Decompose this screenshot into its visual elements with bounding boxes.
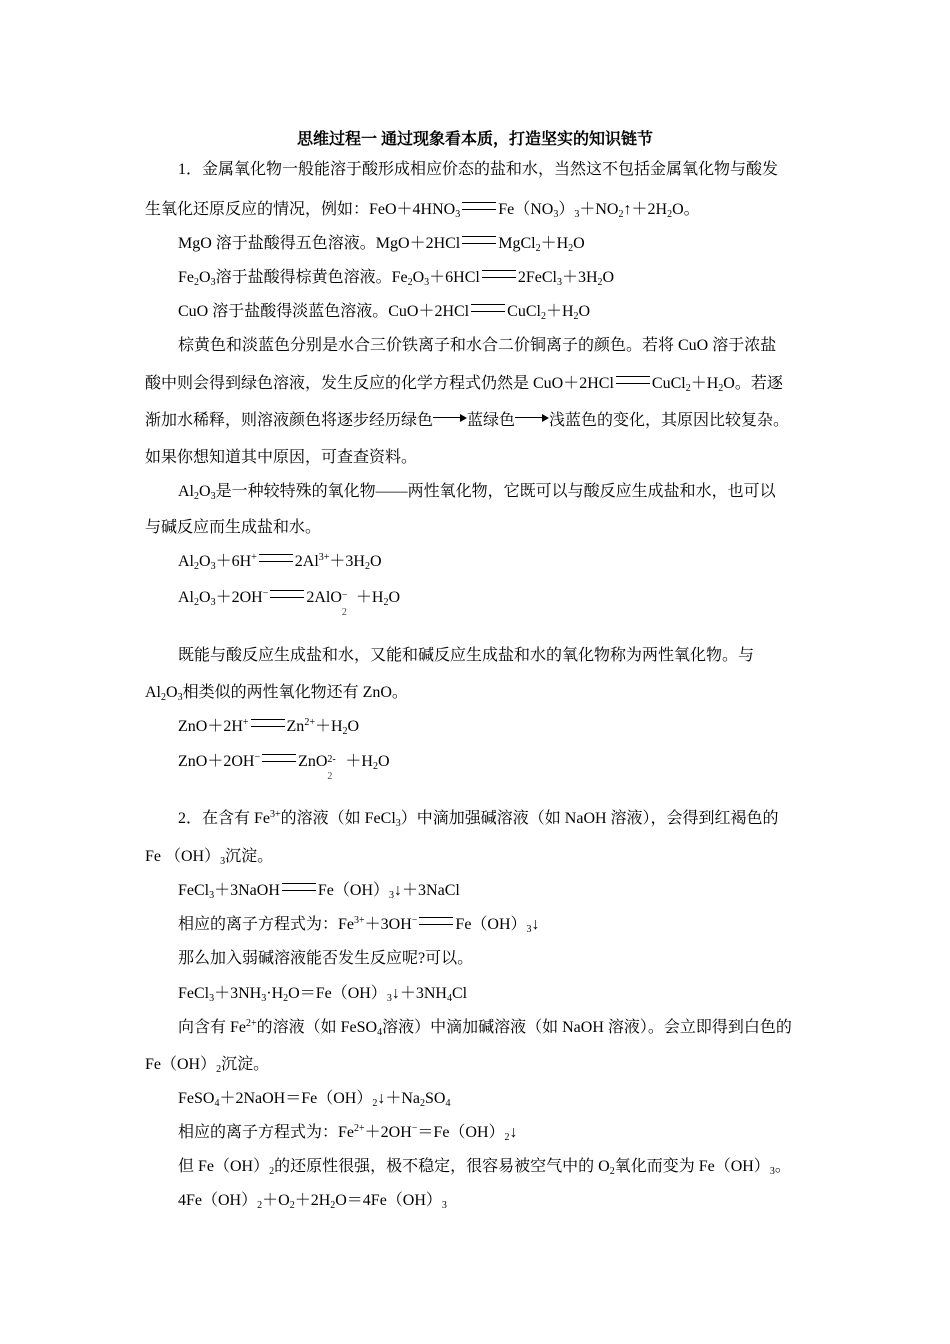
text: 棕黄色和淡蓝色分别是水合三价铁离子和水合二价铜离子的颜色。若将 CuO 溶于浓盐 <box>178 337 777 354</box>
subscript: 3 <box>209 993 215 1004</box>
subscript: 2 <box>289 1200 295 1211</box>
para5-line2 <box>145 847 273 867</box>
arrow-right-icon <box>515 413 549 423</box>
text: Fe（OH） <box>455 916 527 933</box>
subscript: 3 <box>556 277 562 288</box>
subscript: 2 <box>372 1098 378 1109</box>
text: FeSO <box>178 1090 215 1107</box>
subscript: 3 <box>220 856 226 867</box>
text: ＋NO <box>579 201 619 218</box>
al2o3-base-equation <box>178 588 401 618</box>
text: O <box>347 718 360 735</box>
subscript: 3 <box>395 818 401 829</box>
text: 2．在含有 Fe <box>178 810 271 827</box>
subscript: 2 <box>420 1098 426 1109</box>
superscript: 2+ <box>304 717 315 728</box>
subscript: 2 <box>194 561 199 572</box>
superscript: + <box>242 717 249 728</box>
text: 相应的离子方程式为：Fe <box>178 916 355 933</box>
para7-line <box>178 1157 791 1177</box>
text: O <box>166 684 178 701</box>
text: ＋H <box>540 235 569 252</box>
text: Zn <box>286 718 305 735</box>
subscript: 4 <box>377 1027 383 1038</box>
text: ＝Fe（OH） <box>417 1124 505 1141</box>
arrow-right-icon <box>433 413 467 423</box>
text: ↓＋3NH <box>391 985 447 1002</box>
equals-sign <box>462 236 496 244</box>
superscript: 3+ <box>270 809 281 820</box>
text: 相应的离子方程式为：Fe <box>178 1124 355 1141</box>
text: ↓＋Na <box>377 1090 421 1107</box>
text: ＋3NaOH <box>214 882 280 899</box>
text: 渐加水稀释，则溶液颜色将逐步经历绿色 <box>145 412 434 429</box>
superscript: 2+ <box>354 1123 365 1134</box>
text: Fe（OH） <box>317 882 390 899</box>
al2o3-acid-equation <box>178 552 382 572</box>
equals-sign <box>282 883 316 891</box>
subscript: 3 <box>210 597 216 608</box>
subscript: 2 <box>330 1200 336 1211</box>
text: O＝Fe（OH） <box>288 985 387 1002</box>
text: O <box>199 269 211 286</box>
text: ＋2H <box>294 1192 331 1209</box>
text: 但 Fe（OH） <box>178 1158 270 1175</box>
subscript: 3 <box>210 491 216 502</box>
text: ＋H <box>355 589 384 606</box>
text: 是一种较特殊的氧化物——两性氧化物，它既可以与酸反应生成盐和水，也可以 <box>215 483 776 500</box>
text: O <box>388 589 401 606</box>
text: O＝4Fe（OH） <box>335 1192 442 1209</box>
text: O <box>199 553 211 570</box>
para2-line3 <box>145 411 789 431</box>
subscript: 3 <box>455 209 461 220</box>
subscript: 2 <box>327 771 333 782</box>
superscript: 2- <box>327 754 336 765</box>
text: 2FeCl <box>517 269 557 286</box>
text: 如果你想知道其中原因，可查查资料。 <box>145 449 418 466</box>
subscript: 2 <box>535 243 541 254</box>
text: 溶液）中滴加碱溶液（如 NaOH 溶液）。会立即得到白色的 <box>382 1019 792 1036</box>
text: 的溶液（如 FeSO <box>256 1019 378 1036</box>
para6-line2 <box>145 1055 269 1075</box>
text: Fe （OH） <box>145 848 221 865</box>
subscript: 3 <box>261 993 267 1004</box>
text: ＋H <box>345 753 373 770</box>
para2-line4 <box>145 448 417 468</box>
subscript: 2 <box>161 692 166 703</box>
text: O <box>369 553 382 570</box>
superscript: 2+ <box>246 1018 257 1029</box>
para3-line2 <box>145 518 321 538</box>
para1-line2 <box>145 200 700 220</box>
text: 。 <box>774 1158 791 1175</box>
text: ＋3H <box>329 553 365 570</box>
fe2o3-line <box>178 268 614 288</box>
text: SO <box>425 1090 446 1107</box>
text: 1．金属氧化物一般能溶于酸形成相应价态的盐和水，当然这不包括金属氧化物与酸发 <box>178 161 779 178</box>
text: ＋3NH <box>214 985 262 1002</box>
subscript: 3 <box>769 1166 775 1177</box>
subscript: 2 <box>269 1166 275 1177</box>
subscript: 3 <box>574 209 580 220</box>
para1-line1 <box>178 160 778 180</box>
equals-sign <box>419 917 453 925</box>
superscript: − <box>254 752 261 763</box>
fe3-ion-equation <box>178 915 540 935</box>
subscript: 3 <box>209 890 215 901</box>
zno-acid-equation <box>178 717 359 737</box>
text: ＋O <box>262 1192 290 1209</box>
text: 的还原性很强，极不稳定，很容易被空气中的 O <box>274 1158 610 1175</box>
text: CuCl <box>651 375 686 392</box>
text: ＋H <box>545 303 574 320</box>
subscript: 3 <box>553 209 559 220</box>
text: 既能与酸反应生成盐和水，又能和碱反应生成盐和水的氧化物称为两性氧化物。与 <box>178 647 755 664</box>
text: Al <box>178 553 194 570</box>
subscript: 2 <box>342 726 348 737</box>
subscript: 2 <box>383 597 389 608</box>
subscript: 2 <box>597 277 603 288</box>
subscript: 2 <box>504 1132 510 1143</box>
subscript: 2 <box>407 277 413 288</box>
subscript: 2 <box>194 491 199 502</box>
text: O <box>578 303 591 320</box>
text: 酸中则会得到绿色溶液，发生反应的化学方程式仍然是 CuO＋2HCl <box>145 375 614 392</box>
text: 浅蓝色的变化，其原因比较复杂。 <box>549 412 790 429</box>
text: CuO 溶于盐酸得淡蓝色溶液。CuO＋2HCl <box>178 303 470 320</box>
equals-sign <box>482 270 516 278</box>
text: Cl <box>451 985 468 1002</box>
subscript: 2 <box>609 1166 615 1177</box>
para6-line1 <box>178 1018 792 1038</box>
text: Al <box>178 483 194 500</box>
subscript: 4 <box>446 993 452 1004</box>
subscript: 2 <box>364 561 370 572</box>
subscript: 2 <box>341 607 347 618</box>
superscript: 3+ <box>318 552 330 563</box>
text: ）中滴加强碱溶液（如 NaOH 溶液），会得到红褐色的 <box>400 810 779 827</box>
subscript: 3 <box>389 890 395 901</box>
text: ＋3H <box>561 269 598 286</box>
text: ＋3OH <box>364 916 412 933</box>
text: O。若逐 <box>723 375 783 392</box>
subscript: 3 <box>210 277 216 288</box>
subscript: 2 <box>283 993 289 1004</box>
text: FeCl <box>178 985 210 1002</box>
para2-line2 <box>145 374 783 394</box>
para2-line1 <box>178 336 776 356</box>
para4-line1 <box>178 646 754 666</box>
text: 沉淀。 <box>221 1056 270 1073</box>
text: CuCl <box>507 303 541 320</box>
text: MgO 溶于盐酸得五色溶液。MgO＋2HCl <box>178 235 461 252</box>
text: ＋H <box>690 375 719 392</box>
subscript: 4 <box>214 1098 220 1109</box>
equals-sign <box>462 202 496 210</box>
fecl3-naoh-equation <box>178 881 460 901</box>
text: ＋2OH <box>215 589 263 606</box>
text: 2Al <box>294 553 319 570</box>
text: Fe <box>178 269 194 286</box>
fecl3-ammonia-equation <box>178 984 467 1004</box>
text: FeCl <box>178 882 210 899</box>
equals-sign <box>471 304 505 312</box>
text: O <box>199 589 211 606</box>
text: ＋6H <box>215 553 252 570</box>
subscript: 3 <box>526 924 532 935</box>
equals-sign <box>259 554 293 562</box>
text: O <box>573 235 585 252</box>
text: ＋H <box>314 718 343 735</box>
text: ZnO＋2H <box>178 718 243 735</box>
text: Fe（OH） <box>145 1056 217 1073</box>
text: ↑＋2H <box>623 201 668 218</box>
para4-line2 <box>145 683 408 703</box>
superscript: − <box>411 1123 418 1134</box>
subscript: 3 <box>210 561 216 572</box>
equals-sign <box>262 754 296 762</box>
text: ZnO＋2OH <box>178 753 255 770</box>
text: O <box>377 753 390 770</box>
equals-sign <box>251 719 285 727</box>
superscript: − <box>411 915 418 926</box>
subscript: 3 <box>441 1200 447 1211</box>
text: ZnO <box>298 753 328 770</box>
text: ↓＋3NaCl <box>394 882 460 899</box>
ion-charge-stack <box>327 752 345 782</box>
subscript: 2 <box>540 311 546 322</box>
zno-base-equation <box>178 752 390 782</box>
equals-sign <box>270 590 304 598</box>
superscript: + <box>251 552 257 563</box>
text: Fe（NO <box>498 201 554 218</box>
text: ↓ <box>531 916 540 933</box>
subscript: 2 <box>257 1200 263 1211</box>
text: O <box>199 483 211 500</box>
text: 4Fe（OH） <box>178 1192 258 1209</box>
text: 的溶液（如 FeCl <box>280 810 396 827</box>
text: Al <box>178 589 194 606</box>
para5-line1 <box>178 809 779 829</box>
subscript: 2 <box>573 311 579 322</box>
subscript: 2 <box>216 1064 222 1075</box>
text: O。 <box>672 201 700 218</box>
subscript: 2 <box>568 243 574 254</box>
text: 氧化而变为 Fe（OH） <box>614 1158 770 1175</box>
superscript: − <box>341 590 348 601</box>
subscript: 2 <box>372 761 378 772</box>
section-title: 思维过程一 通过现象看本质，打造坚实的知识链节 <box>296 131 653 148</box>
text: 溶于盐酸得棕黄色溶液。Fe <box>215 269 408 286</box>
mgo-line <box>178 234 585 254</box>
text: O <box>412 269 425 286</box>
superscript: 3+ <box>354 915 365 926</box>
subscript: 4 <box>445 1098 451 1109</box>
subscript: 3 <box>177 692 183 703</box>
text: ·H <box>266 985 284 1002</box>
feso4-naoh-equation <box>178 1089 450 1109</box>
para3-line1 <box>178 482 776 502</box>
text: 向含有 Fe <box>178 1019 247 1036</box>
text: 相类似的两性氧化物还有 ZnO。 <box>182 684 408 701</box>
superscript: − <box>262 588 269 599</box>
text: ＋2OH <box>364 1124 412 1141</box>
ion-charge-stack <box>341 588 356 618</box>
cuo-line <box>178 302 590 322</box>
text: O <box>602 269 615 286</box>
text: ↓ <box>509 1124 518 1141</box>
subscript: 2 <box>618 209 624 220</box>
subscript: 3 <box>386 993 392 1004</box>
text: Al <box>145 684 161 701</box>
question-line: 那么加入弱碱溶液能否发生反应呢?可以。 <box>178 950 474 967</box>
text: ＋2NaOH＝Fe（OH） <box>219 1090 373 1107</box>
feoh2-oxidation-equation <box>178 1191 447 1211</box>
text: 2AlO <box>306 589 342 606</box>
fe2-ion-equation <box>178 1123 518 1143</box>
subscript: 2 <box>685 383 691 394</box>
equals-sign <box>616 376 650 384</box>
text: ＋6HCl <box>429 269 480 286</box>
text: MgCl <box>498 235 536 252</box>
subscript: 2 <box>667 209 673 220</box>
text: 沉淀。 <box>225 848 274 865</box>
text: 与碱反应而生成盐和水。 <box>145 519 322 536</box>
subscript: 2 <box>718 383 724 394</box>
subscript: 3 <box>424 277 430 288</box>
text: ） <box>558 201 575 218</box>
subscript: 2 <box>194 597 199 608</box>
text: 生氧化还原反应的情况，例如：FeO＋4HNO <box>145 201 456 218</box>
text: 蓝绿色 <box>467 412 516 429</box>
subscript: 2 <box>194 277 199 288</box>
